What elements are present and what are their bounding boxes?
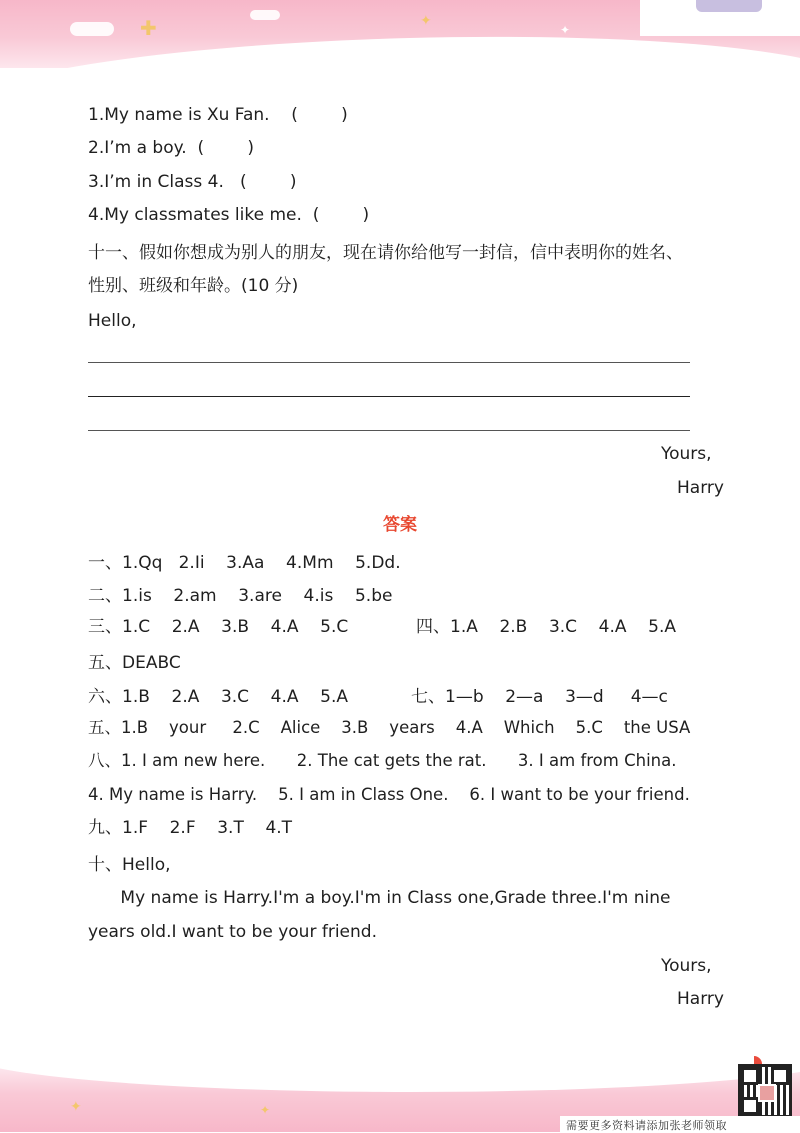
letter-greeting: Hello, bbox=[88, 311, 137, 331]
footer-caption: 需要更多资料请添加张老师领取 bbox=[566, 1119, 727, 1132]
sparkle-icon: ✦ bbox=[420, 13, 432, 29]
answer-section-3: 三、1.C 2.A 3.B 4.A 5.C bbox=[88, 617, 349, 637]
answer-signature: Harry bbox=[677, 989, 724, 1009]
question-4: 4.My classmates like me. ( ) bbox=[88, 205, 370, 225]
answer-section-7: 七、1—b 2—a 3—d 4—c bbox=[411, 687, 668, 707]
writing-line bbox=[88, 430, 690, 431]
sparkle-icon: ✦ bbox=[70, 1099, 82, 1115]
corner-tab bbox=[696, 0, 762, 12]
answer-section-10-greeting: 十、Hello, bbox=[88, 855, 171, 875]
answer-section-4: 四、1.A 2.B 3.C 4.A 5.A bbox=[416, 617, 676, 637]
question-3: 3.I’m in Class 4. ( ) bbox=[88, 172, 297, 192]
answer-section-2: 二、1.is 2.am 3.are 4.is 5.be bbox=[88, 586, 393, 606]
answer-section-8-line-1: 八、1. I am new here. 2. The cat gets the rat. 3. I am from China. bbox=[88, 751, 677, 770]
answer-section-1: 一、1.Qq 2.Ii 3.Aa 4.Mm 5.Dd. bbox=[88, 553, 401, 573]
task-prompt-line-2: 性别、班级和年龄。(10 分) bbox=[88, 276, 299, 296]
answer-section-10-body-1: My name is Harry.I'm a boy.I'm in Class one,Grade three.I'm nine bbox=[88, 888, 671, 908]
writing-line bbox=[88, 362, 690, 363]
question-1: 1.My name is Xu Fan. ( ) bbox=[88, 105, 348, 125]
sparkle-icon: ✦ bbox=[260, 1103, 271, 1117]
answer-section-5: 五、DEABC bbox=[88, 653, 181, 673]
answer-section-8-line-2: 4. My name is Harry. 5. I am in Class One. 6. I want to be your friend. bbox=[88, 785, 690, 804]
answer-section-10-body-2: years old.I want to be your friend. bbox=[88, 922, 377, 942]
answers-heading: 答案 bbox=[383, 515, 417, 535]
letter-signature: Harry bbox=[677, 478, 724, 498]
answer-signoff: Yours, bbox=[661, 956, 712, 976]
answer-section-6: 六、1.B 2.A 3.C 4.A 5.A bbox=[88, 687, 348, 707]
task-prompt-line-1: 十一、假如你想成为别人的朋友，现在请你给他写一封信，信中表明你的姓名、 bbox=[88, 243, 683, 263]
answer-section-5b: 五、1.B your 2.C Alice 3.B years 4.A Which 5.C the USA bbox=[88, 718, 691, 737]
question-2: 2.I’m a boy. ( ) bbox=[88, 138, 254, 158]
writing-line bbox=[88, 396, 690, 397]
answer-section-9: 九、1.F 2.F 3.T 4.T bbox=[88, 818, 293, 838]
cloud-decoration bbox=[250, 10, 280, 20]
sparkle-icon: ✦ bbox=[560, 23, 571, 37]
cloud-decoration bbox=[70, 22, 114, 36]
letter-signoff: Yours, bbox=[661, 444, 712, 464]
sparkle-icon: ✚ bbox=[140, 16, 157, 40]
qr-code-icon bbox=[738, 1064, 792, 1118]
